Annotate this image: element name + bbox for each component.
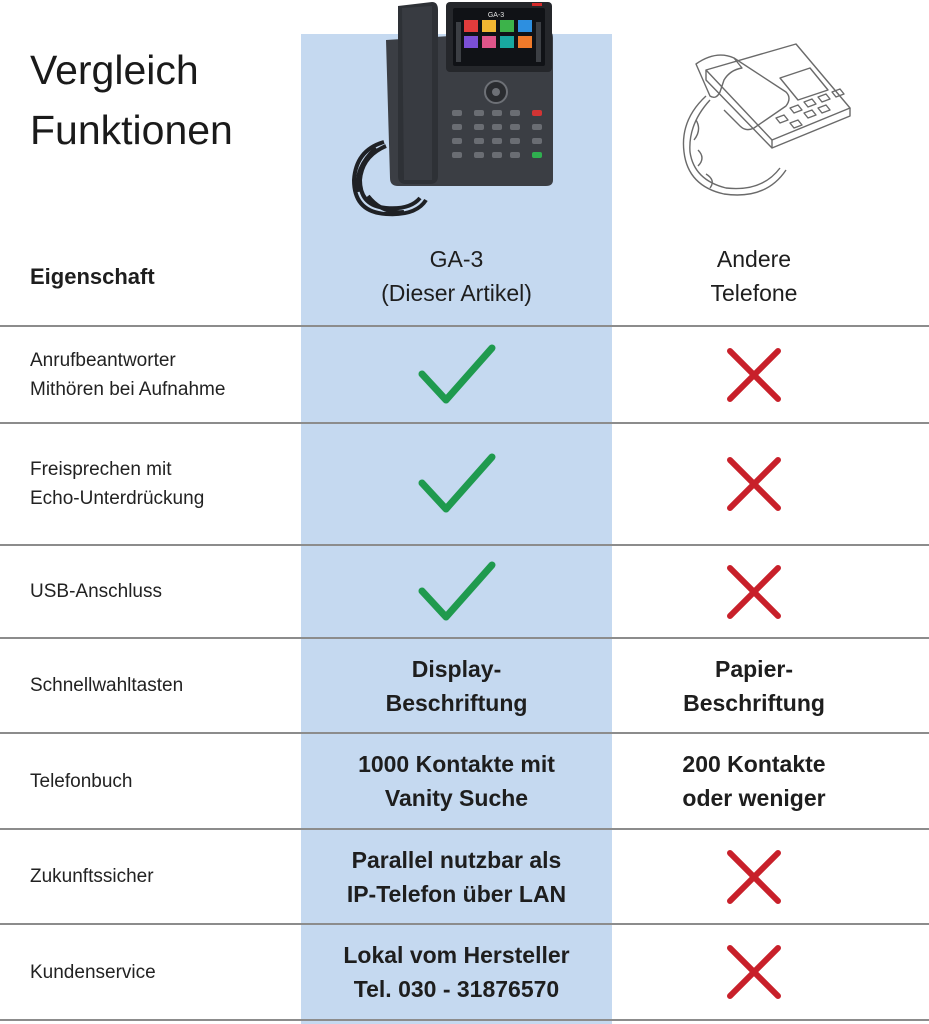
row-label	[30, 327, 225, 422]
table-row	[0, 327, 929, 422]
cell-text: Parallel nutzbar als	[351, 846, 562, 873]
ga3-phone-image	[346, 0, 556, 228]
cell-ga3	[301, 734, 612, 828]
table-row	[0, 830, 929, 923]
header-other-line-2: Telefone	[710, 280, 798, 306]
cell-text: Beschriftung	[683, 689, 825, 716]
row-label	[30, 546, 162, 637]
cell-other	[612, 424, 896, 544]
header-ga3-line-2: (Dieser Artikel)	[381, 280, 532, 306]
row-label-line: Echo-Unterdrückung	[30, 488, 205, 509]
cross-icon	[726, 564, 782, 620]
cell-ga3	[301, 327, 612, 422]
row-label-line: Zukunftssicher	[30, 866, 154, 887]
cell-ga3	[301, 546, 612, 637]
cell-other	[612, 734, 896, 828]
cross-icon	[726, 944, 782, 1000]
cell-other	[612, 830, 896, 923]
row-label-line: USB-Anschluss	[30, 581, 162, 602]
cross-icon	[726, 347, 782, 403]
cell-ga3	[301, 424, 612, 544]
cell-text: 200 Kontakte	[682, 751, 826, 777]
check-icon	[418, 559, 496, 625]
row-label-line: Telefonbuch	[30, 770, 133, 792]
row-label	[30, 734, 132, 828]
row-label-line: Freisprechen mit	[30, 459, 172, 480]
row-label	[30, 830, 154, 923]
row-label-line: Kundenservice	[30, 961, 156, 983]
cell-text: Beschriftung	[385, 689, 528, 716]
cell-text: oder weniger	[682, 785, 826, 811]
row-divider	[0, 1019, 929, 1021]
cell-other	[612, 546, 896, 637]
cell-ga3	[301, 639, 612, 732]
table-row	[0, 424, 929, 544]
other-phone-image	[676, 40, 852, 198]
row-label	[30, 424, 204, 544]
page-title	[30, 40, 233, 160]
check-icon	[418, 451, 496, 517]
row-label	[30, 639, 183, 732]
title-line-2: Funktionen	[30, 107, 233, 153]
cell-text: Lokal vom Hersteller	[343, 942, 570, 968]
header-other	[612, 242, 896, 310]
cell-other	[612, 327, 896, 422]
cell-other	[612, 925, 896, 1019]
row-label-line: Mithören bei Aufnahme	[30, 378, 226, 400]
cross-icon	[726, 849, 782, 905]
header-ga3-line-1: GA-3	[429, 246, 484, 272]
title-line-1: Vergleich	[30, 47, 199, 93]
ga3-screen-label: GA-3	[487, 12, 505, 19]
cell-text: Vanity Suche	[384, 785, 529, 811]
header-ga3	[301, 242, 612, 310]
row-label-line: Schnellwahltasten	[30, 675, 184, 696]
cell-ga3	[301, 830, 612, 923]
cross-icon	[726, 456, 782, 512]
cell-text: Display-	[411, 655, 502, 682]
cell-text: Papier-	[715, 655, 793, 682]
table-row	[0, 546, 929, 637]
cell-text: Tel. 030 - 31876570	[353, 976, 560, 1002]
cell-text: IP-Telefon über LAN	[346, 880, 567, 907]
table-row	[0, 925, 929, 1019]
row-label	[30, 925, 156, 1019]
row-label-line: Anrufbeantworter	[30, 349, 176, 371]
header-other-line-1: Andere	[716, 246, 792, 272]
table-row	[0, 639, 929, 732]
cell-text: 1000 Kontakte mit	[358, 751, 555, 777]
table-row	[0, 734, 929, 828]
check-icon	[418, 342, 496, 408]
header-property: Eigenschaft	[30, 264, 155, 289]
cell-ga3	[301, 925, 612, 1019]
cell-other	[612, 639, 896, 732]
